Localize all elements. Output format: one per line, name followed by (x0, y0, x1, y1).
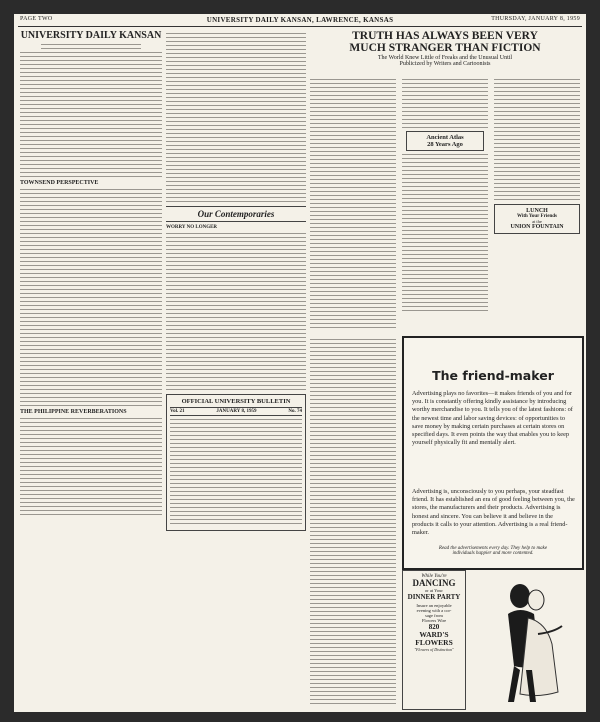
wards-flowers-ad (402, 570, 466, 710)
headline-line-1: TRUTH HAS ALWAYS BEEN VERY (352, 30, 538, 42)
ward-mid-1: Insure an enjoyable (416, 603, 452, 608)
page-number: PAGE TWO (20, 16, 53, 22)
contemporaries-body (166, 233, 306, 390)
deck-line-2: Publicized by Writers and Cartoonists (399, 61, 491, 67)
ancient-atlas-box (406, 131, 484, 151)
center-body-top (166, 33, 306, 202)
official-bulletin-box (166, 394, 306, 531)
dancing-couple-icon (468, 574, 580, 708)
ward-phone: 820 (428, 623, 440, 631)
editorial-body-2 (20, 418, 162, 515)
friend-maker-ad (402, 336, 584, 570)
union-fountain-name: UNION FOUNTAIN (510, 224, 564, 230)
headline-line-2: MUCH STRANGER THAN FICTION (349, 42, 541, 54)
ward-dinner-party: DINNER PARTY (407, 593, 461, 601)
editorial-heading-philippine: THE PHILIPPINE REVERBERATIONS (20, 409, 127, 415)
bulletin-date: JANUARY 8, 1959 (216, 409, 257, 414)
feature-col-2 (402, 76, 488, 332)
bulletin-volume: Vol. 21 (170, 409, 185, 414)
friend-maker-footer-line-2: individuals happier and more contented. (452, 551, 534, 556)
header-rule (18, 26, 582, 27)
bulletin-title: OFFICIAL UNIVERSITY BULLETIN (181, 398, 291, 405)
lunch-word: LUNCH (526, 208, 548, 214)
worry-heading: WORRY NO LONGER (166, 225, 218, 230)
friend-maker-paragraph-2: Advertising is, unconsciously to you perhaps, your steadfast friend. It has established an era of good feeling between you, the stores, the manufacturers and their products. Advertising is honest and sincere. You can believe it and believe in the products it calls to your attention. Advertising is a real friend-maker. (412, 488, 575, 537)
editorial-heading-townsend: TOWNSEND PERSPECTIVE (20, 180, 99, 186)
ward-name: WARD'S FLOWERS (415, 630, 453, 647)
ancient-atlas-title: Ancient Atlas (426, 134, 464, 141)
staff-box (20, 44, 162, 177)
ward-tagline: "Flowers of Distinction" (414, 647, 454, 652)
bulletin-number: No. 74 (288, 409, 302, 414)
contemporaries-heading: Our Contemporaries (166, 206, 306, 222)
folio-line (14, 16, 586, 26)
issue-date: THURSDAY, JANUARY 8, 1959 (491, 16, 580, 22)
feature-headline (310, 30, 580, 70)
center-column (166, 30, 306, 710)
ancient-atlas-years: 28 Years Ago (427, 141, 463, 148)
lunch-friends: With Your Friends (517, 214, 557, 219)
ward-flowers-wire: Flowers Wire (421, 618, 447, 623)
ward-or: or at Your (425, 588, 443, 593)
friend-maker-paragraph-1: Advertising plays no favorites—it makes friends of you and for you. It is constantly offering kindly assistance by introducing worthy merchandise to you. It tells you of the latest fashions: of the newest time and labor saving devices: of opportunities to save money by making certain purchases at certain stores on specified days. It even points the way that enables you to keep yourself physically fit and mentally alert. (412, 390, 573, 447)
bulletin-dateline (170, 407, 302, 416)
paper-name: UNIVERSITY DAILY KANSAN (20, 30, 162, 41)
feature-col-1-continued (310, 336, 396, 706)
editorial-body-1 (20, 189, 162, 406)
dancing-couple-illustration (468, 574, 580, 708)
friend-maker-title: The friend-maker (432, 368, 554, 383)
editorial-column (20, 30, 162, 710)
newspaper-page (14, 14, 586, 712)
lunch-at: at the (532, 219, 542, 224)
ward-intro: While You're (421, 574, 447, 579)
ward-mid-3: sage from (425, 613, 443, 618)
running-masthead: UNIVERSITY DAILY KANSAN, LAWRENCE, KANSAS (206, 16, 394, 24)
union-fountain-ad (494, 204, 580, 234)
ward-mid-2: evening with a cor- (416, 608, 452, 613)
friend-maker-footer (410, 546, 576, 556)
ward-dancing: DANCING (412, 578, 456, 588)
feature-col-3 (494, 76, 580, 332)
deck-line-1: The World Knew Little of Freaks and the Unusual Until (377, 55, 513, 61)
bulletin-body (170, 419, 302, 524)
feature-col-1 (310, 76, 396, 332)
friend-maker-footer-line-1: Read the advertisements every day. They help to make (438, 546, 548, 551)
